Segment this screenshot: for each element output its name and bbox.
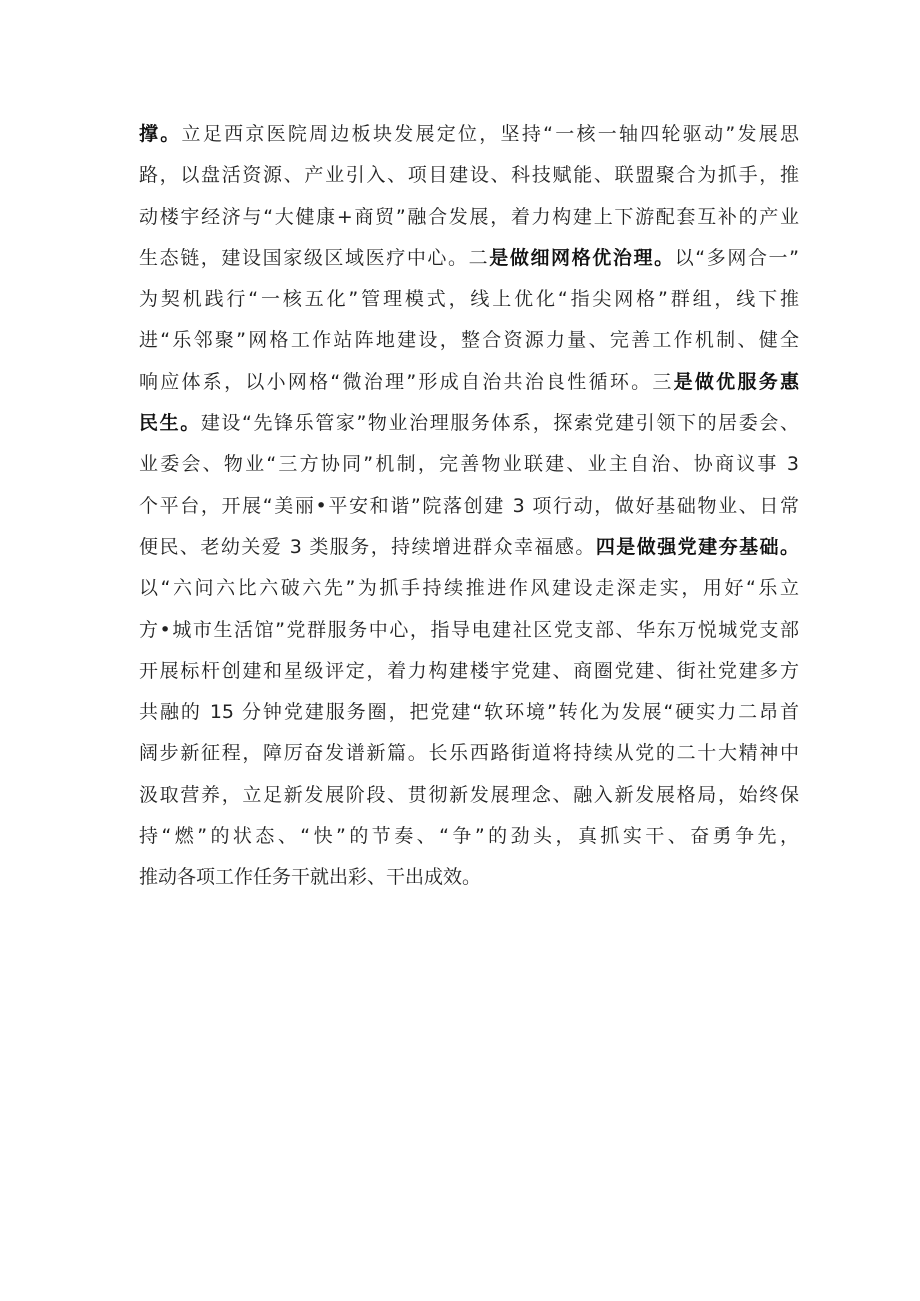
text-line [139,651,799,692]
bold-heading-text: 是做优服务惠 [673,370,799,393]
text-line [139,238,799,279]
text-line [139,486,799,527]
body-text-run: 以“多网合一” [674,246,799,269]
body-text-run: 立足西京医院周边板块发展定位，坚持“一核一轴四轮驱动”发展思 [181,123,799,145]
text-line [139,444,799,485]
text-line [139,816,799,857]
text-line [139,114,799,155]
body-text-run: 响应体系，以小网格“微治理”形成自治共治良性循环。三 [139,370,674,393]
bold-heading-text: 民生。 [139,412,201,435]
body-paragraph [139,114,799,899]
body-text-run: 持“燃”的状态、“快”的节奏、“争”的劲头，真抓实干、奋勇争先， [139,825,799,848]
body-text-run: 生态链，建设国家级区域医疗中心。二 [139,246,490,269]
body-text-run: 以“六问六比六破六先”为抓手持续推进作风建设走深走实，用好“乐立 [139,577,799,600]
text-line [139,775,799,816]
bold-heading-text: 撑。 [139,123,182,145]
text-line [139,568,799,609]
body-text-run: 开展标杆创建和星级评定，着力构建楼宇党建、商圈党建、街社党建多方 [139,659,799,682]
body-text-run: 便民、老幼关爱 3 类服务，持续增进群众幸福感。 [139,535,596,558]
text-line [139,857,799,898]
text-line [139,610,799,651]
text-line [139,527,799,568]
bold-heading-text: 四是做强党建夯基础。 [595,535,799,558]
body-text-run: 共融的 15 分钟党建服务圈，把党建“软环境”转化为发展“硬实力二昂首 [139,701,799,724]
text-line [139,362,799,403]
body-text-run: 汲取营养，立足新发展阶段、贯彻新发展理念、融入新发展格局，始终保 [139,783,799,806]
body-text-run: 阔步新征程，障厉奋发谱新篇。长乐西路街道将持续从党的二十大精神中 [139,742,799,765]
text-line [139,320,799,361]
text-line [139,403,799,444]
body-text-run: 建设“先锋乐管家”物业治理服务体系，探索党建引领下的居委会、 [200,412,799,435]
text-line [139,692,799,733]
body-text-run: 动楼宇经济与“大健康+商贸”融合发展，着力构建上下游配套互补的产业 [139,205,799,228]
text-line [139,155,799,196]
text-line [139,733,799,774]
text-line [139,197,799,238]
text-line [139,279,799,320]
body-text-run: 路，以盘活资源、产业引入、项目建设、科技赋能、联盟聚合为抓手，推 [139,164,799,187]
body-text-run: 为契机践行“一核五化”管理模式，线上优化“指尖网格”群组，线下推 [139,288,799,311]
body-text-run: 进“乐邻聚”网格工作站阵地建设，整合资源力量、完善工作机制、健全 [139,329,799,352]
body-text-run: 业委会、物业“三方协同”机制，完善物业联建、业主自治、协商议事 3 [139,453,799,476]
body-text-run: 方•城市生活馆”党群服务中心，指导电建社区党支部、华东万悦城党支部 [139,618,799,641]
body-text-run: 个平台，开展“美丽•平安和谐”院落创建 3 项行动，做好基础物业、日常 [139,494,799,517]
body-text-run: 推动各项工作任务干就出彩、干出成效。 [139,866,482,889]
bold-heading-text: 是做细网格优治理。 [489,246,675,269]
